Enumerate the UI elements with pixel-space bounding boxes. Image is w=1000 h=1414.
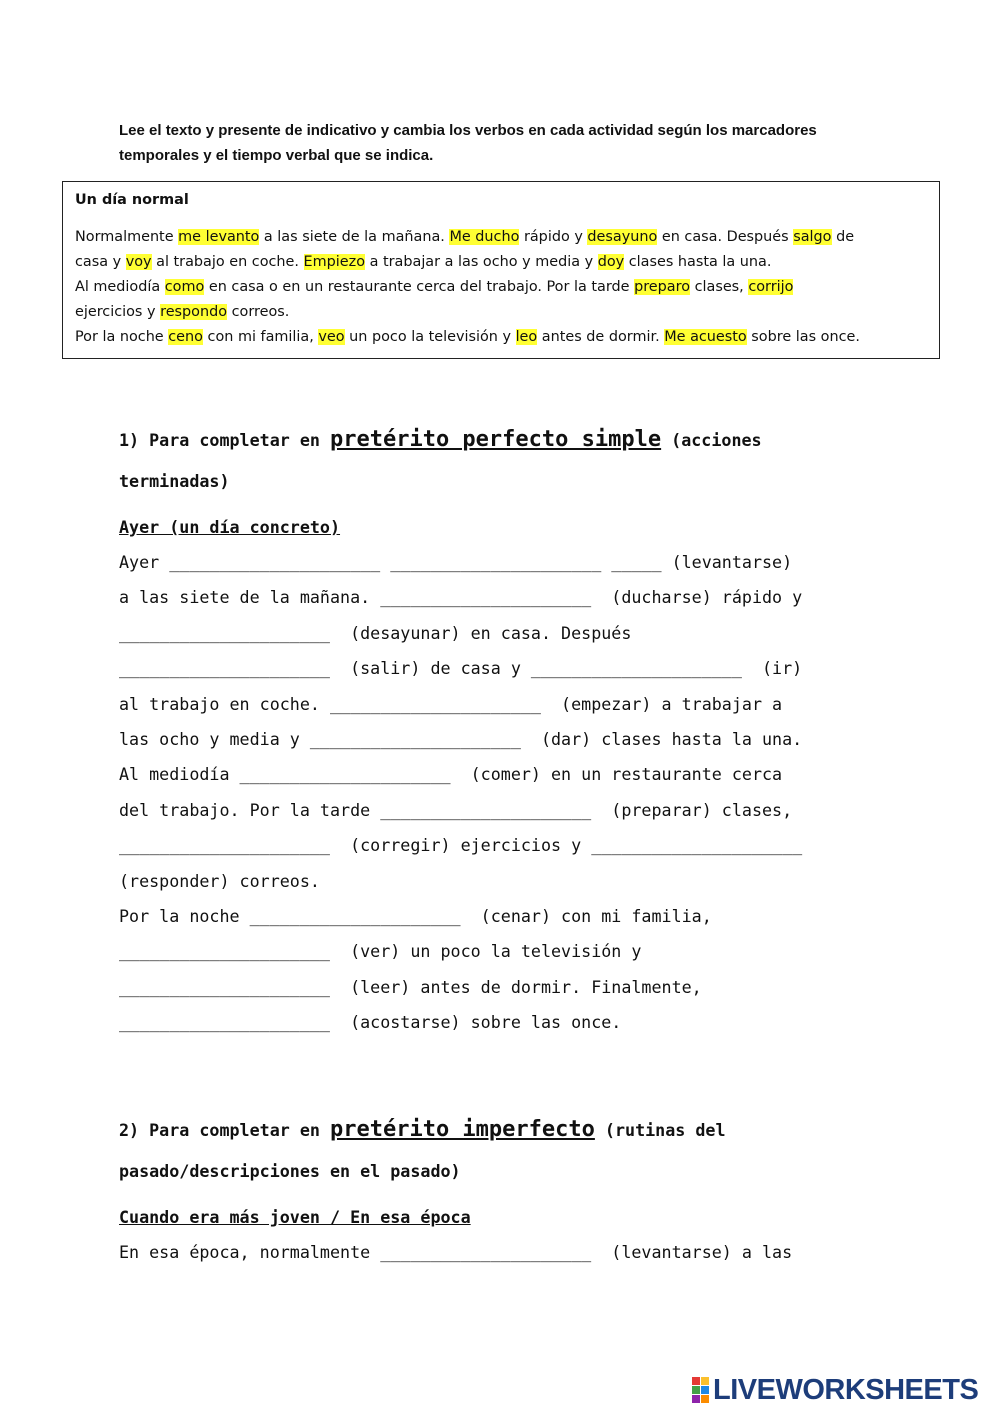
exercise-2-heading-prefix: 2) Para completar en	[119, 1120, 330, 1140]
reading-text: antes de dormir.	[537, 329, 665, 345]
exercise-line[interactable]: _____________________ (salir) de casa y _____________________ (ir)	[119, 658, 803, 679]
exercise-1-subheading: Ayer (un día concreto)	[119, 517, 341, 537]
reading-text: en casa. Después	[657, 229, 794, 245]
exercise-line[interactable]: _____________________ (leer) antes de dormir. Finalmente,	[119, 976, 702, 997]
exercise-line[interactable]: Al mediodía _____________________ (comer) en un restaurante cerca	[119, 764, 783, 785]
exercise-line[interactable]: _____________________ (acostarse) sobre las once.	[119, 1012, 622, 1033]
liveworksheets-logo[interactable]	[692, 1374, 978, 1406]
logo-square	[701, 1395, 709, 1403]
exercise-1-tense: pretérito perfecto simple	[329, 427, 662, 452]
exercise-1-lines	[119, 545, 919, 1041]
highlighted-verb: Me ducho	[449, 229, 520, 245]
exercise-line[interactable]: _____________________ (ver) un poco la televisión y	[119, 941, 642, 962]
exercise-2-heading	[119, 1109, 919, 1151]
reading-line	[75, 250, 927, 275]
highlighted-verb: desayuno	[587, 229, 658, 245]
instructions-text: Lee el texto y presente de indicativo y cambia los verbos en cada actividad según los marcadores temporales y el tiempo verbal que se indica.	[119, 122, 817, 164]
highlighted-verb: Me acuesto	[664, 329, 747, 345]
reading-text: sobre las once.	[746, 329, 860, 345]
exercise-1-heading	[119, 419, 919, 461]
exercise-line[interactable]: del trabajo. Por la tarde _____________________ (preparar) clases,	[119, 799, 793, 820]
logo-square	[692, 1377, 700, 1385]
logo-text: LIVEWORKSHEETS	[713, 1373, 979, 1406]
reading-text: Al mediodía	[75, 279, 165, 295]
reading-text: correos.	[227, 304, 290, 320]
reading-text: Normalmente	[75, 229, 179, 245]
reading-line	[75, 275, 927, 300]
exercise-2-heading-line2: pasado/descripciones en el pasado)	[119, 1161, 461, 1181]
reading-text: rápido y	[519, 229, 588, 245]
reading-text: a las siete de la mañana.	[259, 229, 450, 245]
reading-text: de	[831, 229, 855, 245]
reading-line	[75, 225, 927, 250]
highlighted-verb: como	[164, 279, 205, 295]
exercise-2	[119, 1109, 919, 1270]
exercise-2-subheading: Cuando era más joven / En esa época	[119, 1207, 471, 1227]
highlighted-verb: Empiezo	[303, 254, 366, 270]
reading-text: clases,	[690, 279, 749, 295]
highlighted-verb: voy	[125, 254, 152, 270]
highlighted-verb: veo	[318, 329, 345, 345]
highlighted-verb: me levanto	[178, 229, 260, 245]
reading-text: Por la noche	[75, 329, 169, 345]
logo-mark-icon	[692, 1377, 709, 1403]
exercise-line[interactable]: (responder) correos.	[119, 870, 320, 891]
highlighted-verb: respondo	[160, 304, 228, 320]
reading-title: Un día normal	[75, 192, 189, 208]
exercise-2-heading-suffix: (rutinas del	[594, 1120, 726, 1140]
reading-text-box	[62, 181, 940, 359]
exercise-1-heading-prefix: 1) Para completar en	[119, 430, 330, 450]
exercise-1-heading-suffix: (acciones	[661, 430, 762, 450]
reading-line	[75, 300, 927, 325]
exercise-line[interactable]: Por la noche _____________________ (cenar) con mi familia,	[119, 906, 712, 927]
reading-line	[75, 325, 927, 350]
logo-square	[692, 1395, 700, 1403]
exercise-2-lines	[119, 1235, 919, 1270]
logo-square	[692, 1386, 700, 1394]
exercise-line[interactable]: al trabajo en coche. _____________________ (empezar) a trabajar a	[119, 693, 783, 714]
highlighted-verb: leo	[515, 329, 538, 345]
reading-text: clases hasta la una.	[624, 254, 772, 270]
reading-text: a trabajar a las ocho y media y	[365, 254, 598, 270]
exercise-1	[119, 419, 919, 1041]
reading-text: con mi familia,	[202, 329, 319, 345]
exercise-line[interactable]: _____________________ (corregir) ejercicios y _____________________	[119, 835, 803, 856]
highlighted-verb: ceno	[168, 329, 203, 345]
highlighted-verb: doy	[597, 254, 625, 270]
reading-text: ejercicios y	[75, 304, 161, 320]
highlighted-verb: preparo	[634, 279, 691, 295]
exercise-2-tense: pretérito imperfecto	[329, 1117, 595, 1142]
reading-text: un poco la televisión y	[344, 329, 516, 345]
exercise-line[interactable]: En esa época, normalmente _____________________ (levantarse) a las	[119, 1242, 793, 1262]
highlighted-verb: corrijo	[748, 279, 794, 295]
reading-text: en casa o en un restaurante cerca del trabajo. Por la tarde	[204, 279, 635, 295]
logo-square	[701, 1377, 709, 1385]
highlighted-verb: salgo	[793, 229, 832, 245]
logo-square	[701, 1386, 709, 1394]
exercise-line[interactable]: Ayer _____________________ _____________________ _____ (levantarse)	[119, 552, 793, 572]
reading-body	[75, 225, 927, 350]
exercise-line[interactable]: _____________________ (desayunar) en casa. Después	[119, 622, 632, 643]
exercise-line[interactable]: a las siete de la mañana. _____________________ (ducharse) rápido y	[119, 587, 803, 608]
exercise-line[interactable]: las ocho y media y _____________________ (dar) clases hasta la una.	[119, 729, 803, 750]
reading-text: al trabajo en coche.	[151, 254, 304, 270]
exercise-1-heading-line2: terminadas)	[119, 471, 230, 491]
reading-text: casa y	[75, 254, 126, 270]
